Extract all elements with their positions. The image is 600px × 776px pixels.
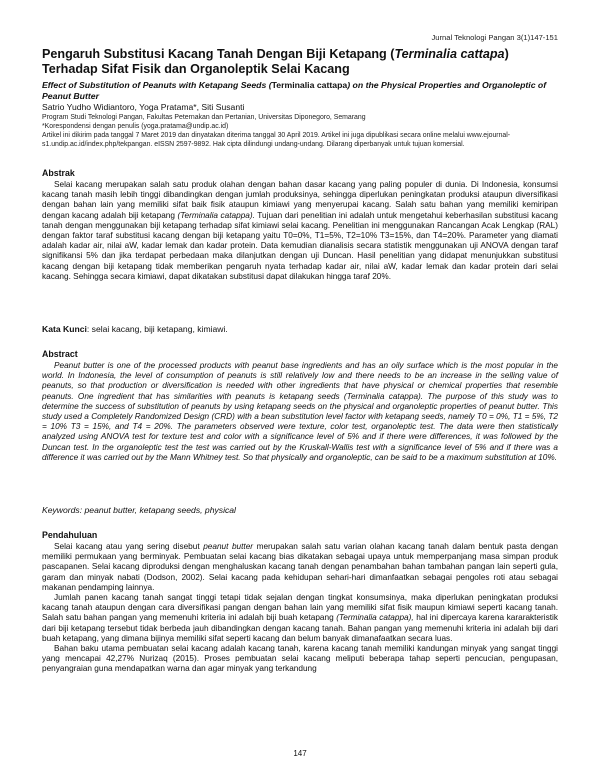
article-title — [42, 47, 558, 77]
subtitle-part: ) on the Physical Properties and Organoleptic of Peanut Butter — [42, 80, 547, 101]
journal-header: Jurnal Teknologi Pangan 3(1)147-151 — [431, 33, 558, 42]
p2-text: hal ini dipercaya karena kararakteristik dari biji ketapang tersebut tidak berbeda jauh dibandingkan dengan kacang tanah. Bahan pangan yang memenuhi kriteria ini adalah biji dari buah ketapang, yang dimana bijinya memiliki sifat seperti kacang dan belum banyak dimanafaatkan secara luas. — [42, 613, 558, 643]
abstract-text: Peanut butter is one of the processed products with peanut base ingredients and has an oily surface which is the most popular in the world. In Indonesia, the level of consumption of peanuts is still relatively low and there needs to be an increase in the selling value of peanuts, so that production or diversification is needed with other ingredients that have physical or chemical properties that resemble peanuts. One ingredient that has similarities with peanuts is ketapang seeds (Terminalia catappa). The purpose of this study was to determine the success of substitution of peanuts by using ketapang seeds on the physical and organoleptic properties of peanut butter. This study used a Completely Randomized Design (CRD) with a bean substitution level factor with ketapang seeds, namely T0 = 0%, T1 = 5%, T2 = 10% T3 = 15%, and T4 = 20%. The parameters observed were texture, color test, organoleptic test. The data were then statistically analyzed using ANOVA test for texture test and color with a significance level of 5% and if there were differences, it was followed by the Duncan test. In the organoleptic test the test was carried out by the Kruskall-Wallis test with a significance level of 5% and if there was a difference it was carried out by the Mann Whitney test. So that physically and organoleptic, can be said to be a maximum substitution at 10%. — [42, 361, 558, 462]
article-page — [42, 0, 558, 776]
kata-kunci — [42, 324, 228, 334]
p2-species: (Terminalia catappa), — [336, 613, 414, 623]
kata-kunci-label: Kata Kunci — [42, 324, 87, 334]
pendahuluan-p1 — [42, 542, 558, 593]
affiliation — [42, 114, 558, 131]
title-part: Pengaruh Substitusi Kacang Tanah Dengan Biji Ketapang ( — [42, 47, 395, 61]
abstrak-text: Tujuan dari penelitian ini adalah untuk mengetahui keberhasilan substitusi kacang tanah dengan menggunakan biji ketapang terhadap sifat kimiawi selai kacang. Penelitian ini menggunakan Rancangan Acak Lengkap (RAL) dengan faktor taraf substitusi kacang dengan biji ketapang yaitu T0=0%, T1=5%, T2=10% T3=15%, dan T4=20%. Parameter yang diamati adalah kadar air, nilai aW, kadar lemak dan kadar protein. Data kemudian dianalisis secara statistik menggunakan uji ANOVA dengan taraf signifikansi 5% dan jika terdapat perbedaan maka dilanjutkan dengan uji Duncan. Hasil penelitian yang didapat menunjukkan substitusi kacang dengan biji ketapang tidak memberikan pengaruh nyata terhadap kadar air, nilai aW, kadar lemak dan kadar protein dari selai kacang. Sehingga secara kimiawi, dapat dikatakan substitusi dapat dilakukan hingga taraf 20%. — [42, 210, 558, 281]
page-number: 147 — [293, 749, 307, 758]
affiliation-line: Program Studi Teknologi Pangan, Fakultas Peternakan dan Pertanian, Universitas Diponegoro, Semarang — [42, 114, 366, 121]
abstract-heading: Abstract — [42, 349, 78, 359]
keywords: Keywords: peanut butter, ketapang seeds, physical — [42, 505, 236, 515]
pendahuluan-body — [42, 542, 558, 675]
kata-kunci-value: : selai kacang, biji ketapang, kimiawi. — [86, 324, 228, 334]
subtitle-species: Terminalia cattapa — [271, 80, 348, 90]
pendahuluan-p3: Bahan baku utama pembuatan selai kacang adalah kacang tanah, karena kacang tanah memiliki kandungan minyak yang sangat tinggi yang mencapai 42,27% Nurizaq (2015). Proses pembuatan selai kacang meliputi beberapa tahap seperti pencucian, pengupasan, penyangraian guna mendapatkan warna dan agar minyak yang terkandung — [42, 644, 558, 674]
article-history: Artikel ini dikirim pada tanggal 7 Maret 2019 dan dinyatakan diterima tanggal 30 April 2019. Artikel ini juga dipublikasi secara online melalui www.ejournal-s1.undip.ac.id/index.php/tekpangan. eISSN 2597-9892. Hak cipta dilindungi undang-undang. Dilarang diperbanyak untuk tujuan komersial. — [42, 132, 511, 148]
p1-term: peanut butter — [203, 542, 254, 551]
authors: Satrio Yudho Widiantoro, Yoga Pratama*, Siti Susanti — [42, 102, 245, 112]
correspondence-line: *Korespondensi dengan penulis (yoga.pratama@undip.ac.id) — [42, 122, 229, 130]
abstrak-heading: Abstrak — [42, 168, 75, 178]
subtitle-part: Effect of Substitution of Peanuts with Ketapang Seeds ( — [42, 80, 272, 90]
title-part: ) — [504, 47, 509, 61]
abstrak-body — [42, 180, 558, 282]
p1-text: Selai kacang atau yang sering disebut — [54, 542, 204, 551]
abstract-body — [42, 361, 558, 463]
abstrak-text: Selai kacang merupakan salah satu produk olahan dengan bahan dasar kacang yang paling populer di dunia. Di Indonesia, konsumsi kacang tanah masih lebih tinggi dibandingkan dengan jumlah produksinya, sehingga diperlukan peningkatan produksi ataupun diversifikasi dengan bahan lain yang memiliki sifat baik fisik ataupun kimiawi yang menyerupai kacang. Salah satu bahan yang memiliki kemiripan dengan kacang adalah biji ketapang — [42, 180, 558, 220]
title-species: Terminalia cattapa — [394, 47, 505, 61]
abstrak-species: (Terminalia catappa). — [177, 210, 255, 220]
title-line-2: Terhadap Sifat Fisik dan Organoleptik Selai Kacang — [42, 62, 350, 76]
english-title — [42, 80, 558, 101]
pendahuluan-heading: Pendahuluan — [42, 530, 98, 540]
p1-text: merupakan salah satu varian olahan kacang tanah dalam bentuk pasta dengan memiliki permukaan yang berminyak. Pembuatan selai kacang bias dikatakan sebagai upaya untuk memperpanjang masa simpan produk pascapanen. Selai kacang diproduksi dengan menghaluskan kacang tanah dengan penambahan bahan tambahan pangan lain seperti gula, garam dan minyak nabati (Dodson, 2002). Selai kacang pada kehidupan sehari-hari dimanfaatkan sebagai pengoles roti atau sebagai makanan pendamping lainnya. — [42, 542, 558, 592]
p2-text: Jumlah panen kacang tanah sangat tinggi tetapi tidak sejalan dengan tingkat konsumsinya, maka diperlukan peningkatan produksi kacang tanah ataupun dengan cara diversifikasi pangan dengan bahan lain yang memiliki sifat fisik maupun kimiawi seperti kacang tanah. Salah satu bahan pangan yang memenuhi kriteria ini adalah biji buah ketapang — [42, 593, 558, 623]
pendahuluan-p2 — [42, 593, 558, 644]
